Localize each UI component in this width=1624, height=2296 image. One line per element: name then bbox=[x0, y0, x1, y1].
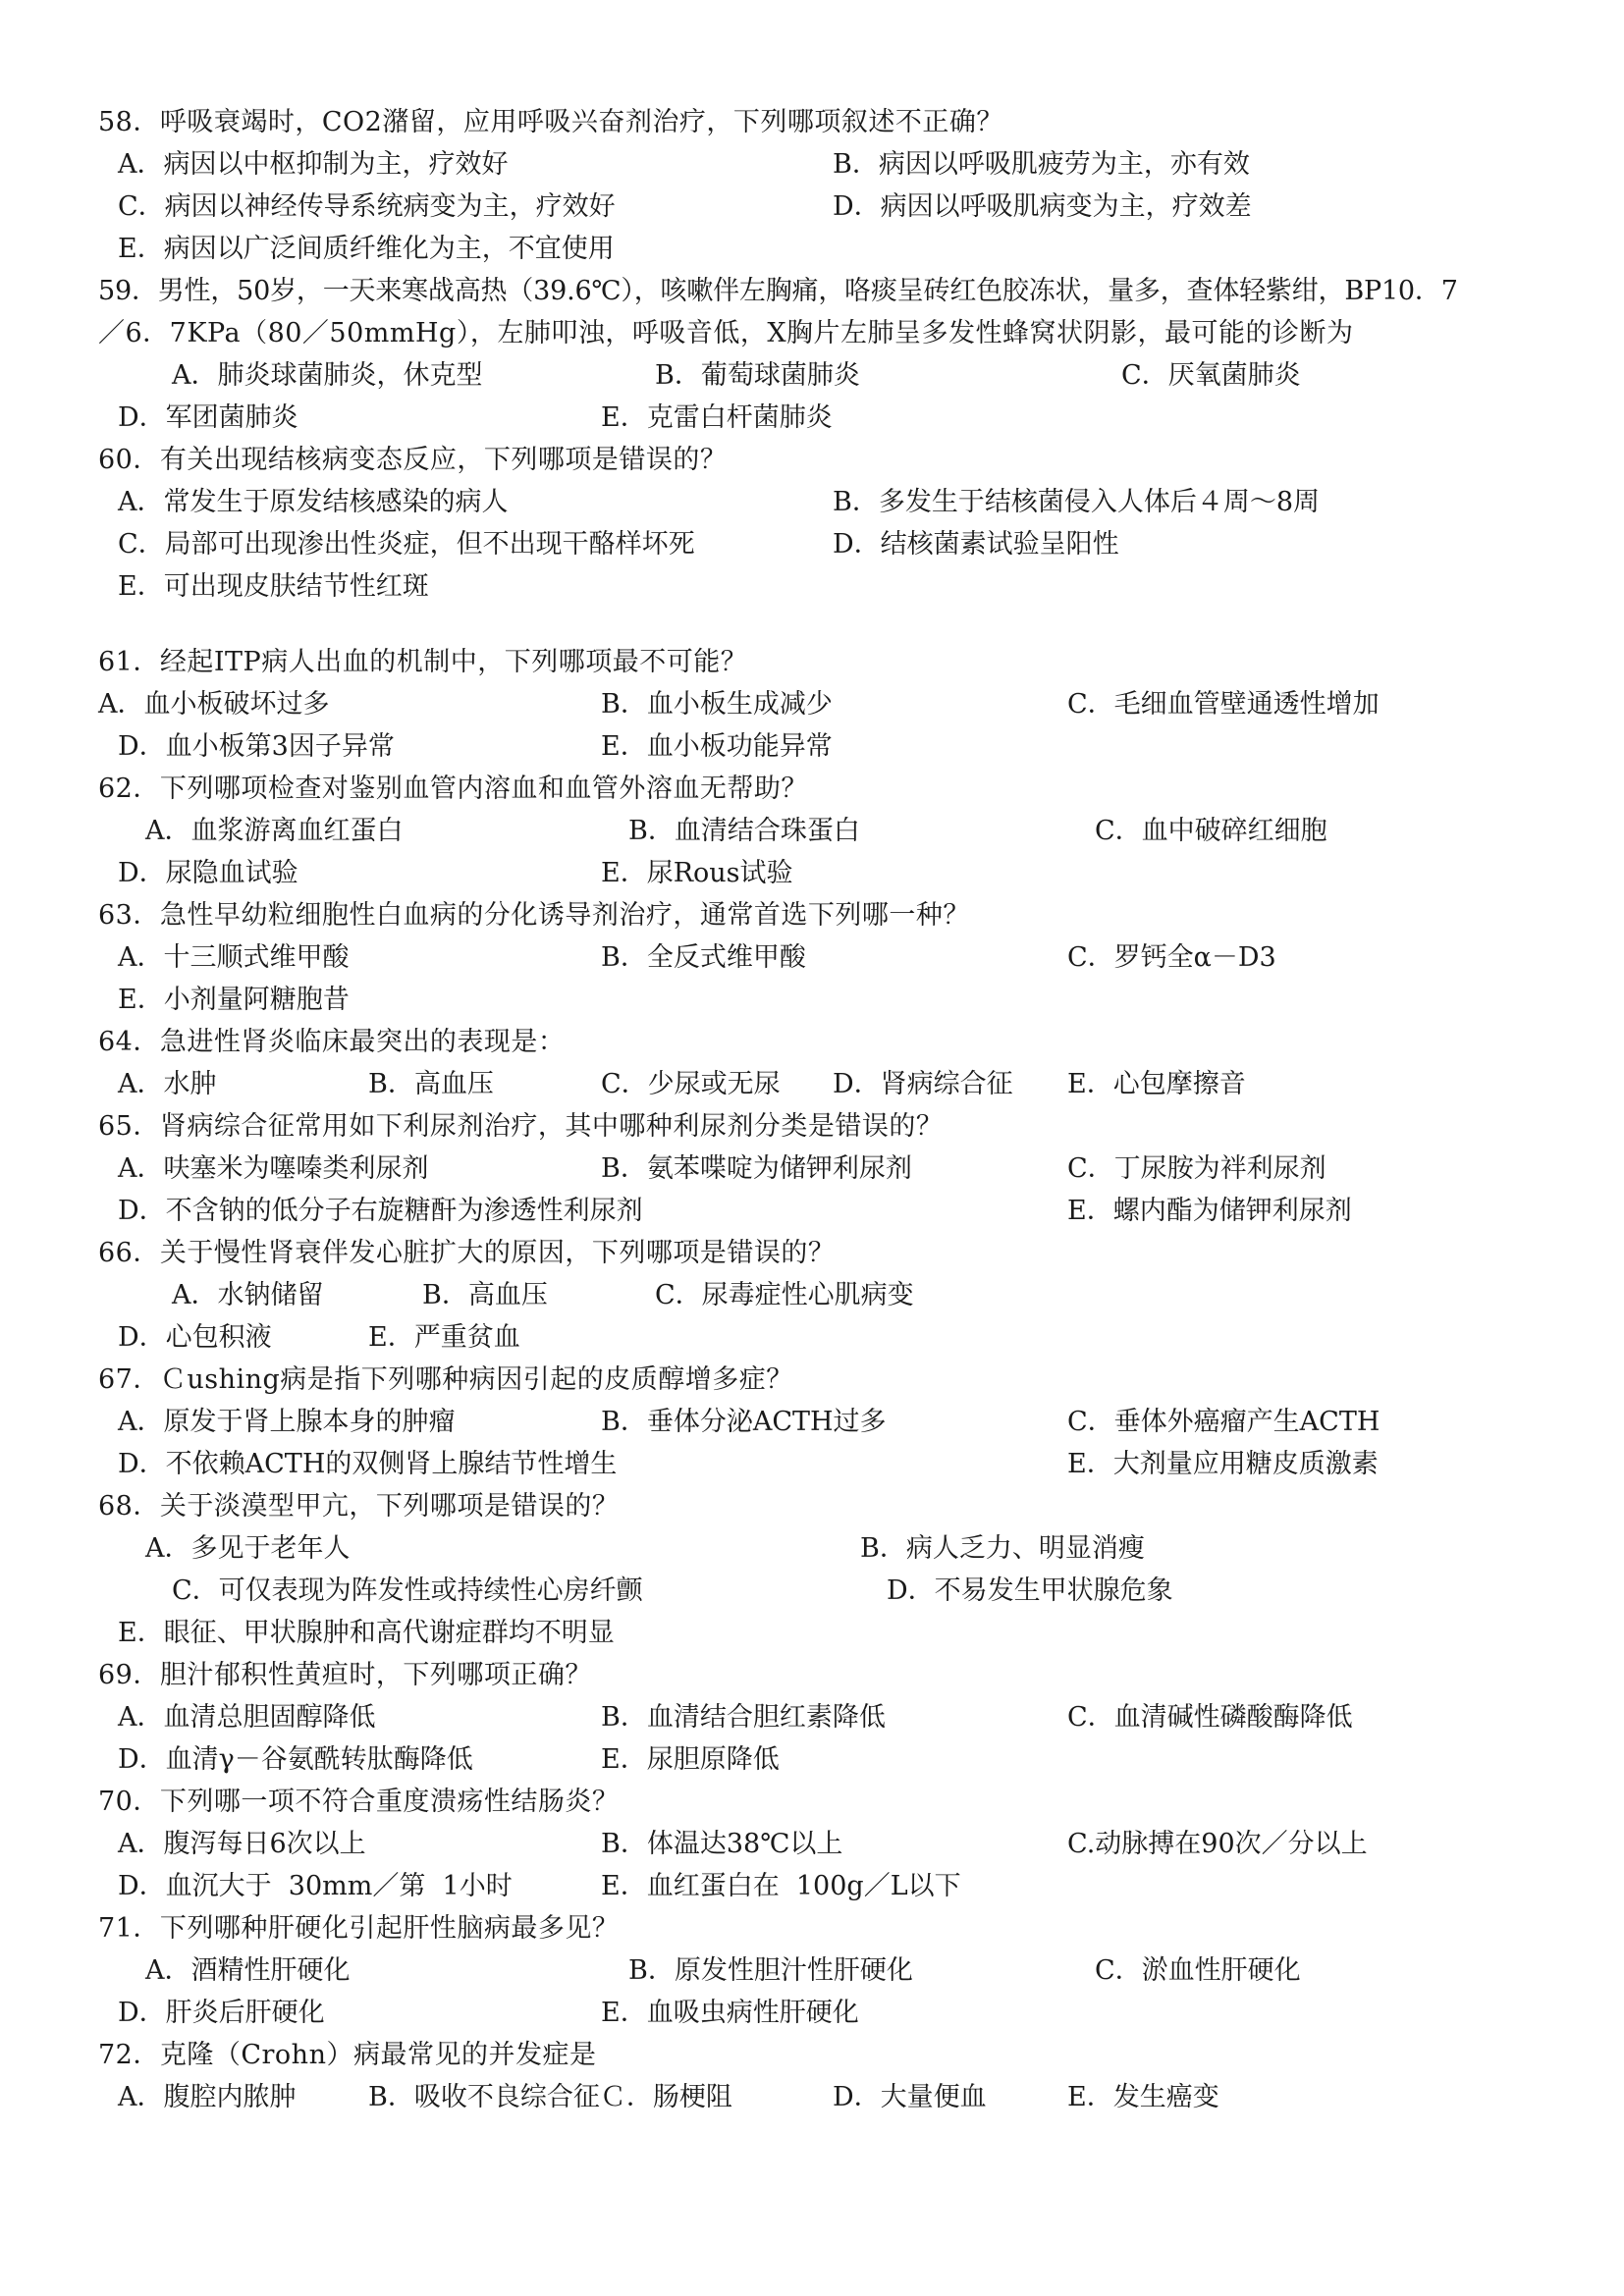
question-62-option-d: D．尿隐血试验 bbox=[118, 858, 298, 888]
question-60-option-b: B．多发生于结核菌侵入人体后４周～8周 bbox=[833, 487, 1321, 517]
question-58-option-d: D．病因以呼吸肌病变为主，疗效差 bbox=[833, 191, 1252, 222]
question-63-stem: 63．急性早幼粒细胞性白血病的分化诱导剂治疗，通常首选下列哪一种？ bbox=[98, 900, 970, 931]
question-62-option-b: B．血清结合珠蛋白 bbox=[628, 816, 860, 846]
question-64-option-d: D．肾病综合征 bbox=[833, 1069, 1013, 1099]
question-70-stem: 70．下列哪一项不符合重度溃疡性结肠炎？ bbox=[98, 1787, 620, 1817]
question-59-option-e: E．克雷白杆菌肺炎 bbox=[601, 402, 833, 433]
question-70-option-c: C.动脉搏在90次／分以上 bbox=[1067, 1829, 1368, 1859]
question-60-option-a: A．常发生于原发结核感染的病人 bbox=[118, 487, 509, 517]
question-67-option-d: D．不依赖ACTH的双侧肾上腺结节性增生 bbox=[118, 1449, 618, 1479]
question-67-stem: 67．Ｃushing病是指下列哪种病因引起的皮质醇增多症？ bbox=[98, 1364, 793, 1395]
question-67-option-c: C．垂体外癌瘤产生ACTH bbox=[1067, 1407, 1380, 1437]
question-63-option-e: E．小剂量阿糖胞昔 bbox=[118, 985, 350, 1015]
question-62-option-e: E．尿Rous试验 bbox=[601, 858, 793, 888]
question-59-option-d: D．军团菌肺炎 bbox=[118, 402, 298, 433]
question-61-option-b: B．血小板生成减少 bbox=[601, 689, 833, 720]
question-64-option-a: A．水肿 bbox=[118, 1069, 217, 1099]
question-59-option-b: B．葡萄球菌肺炎 bbox=[655, 360, 860, 391]
question-62-option-c: C．血中破碎红细胞 bbox=[1095, 816, 1327, 846]
question-67-option-a: A．原发于肾上腺本身的肿瘤 bbox=[118, 1407, 456, 1437]
question-71-option-e: E．血吸虫病性肝硬化 bbox=[601, 1998, 859, 2028]
question-65-option-a: A．呋塞米为噻嗪类利尿剂 bbox=[118, 1153, 429, 1184]
question-69-option-c: C．血清碱性磷酸酶降低 bbox=[1067, 1702, 1353, 1733]
question-70-option-d: D．血沉大于 30mm／第 1小时 bbox=[118, 1871, 513, 1901]
question-66-option-c: C．尿毒症性心肌病变 bbox=[655, 1280, 914, 1310]
question-70-option-b: B．体温达38℃以上 bbox=[601, 1829, 843, 1859]
question-64-option-e: E．心包摩擦音 bbox=[1067, 1069, 1246, 1099]
question-66-option-a: A．水钠储留 bbox=[172, 1280, 324, 1310]
question-68-option-c: C．可仅表现为阵发性或持续性心房纤颤 bbox=[172, 1575, 643, 1606]
question-58-option-c: C．病因以神经传导系统病变为主，疗效好 bbox=[118, 191, 616, 222]
question-72-option-a: A．腹腔内脓肿 bbox=[118, 2082, 297, 2112]
question-68-option-a: A．多见于老年人 bbox=[145, 1533, 351, 1564]
question-63-option-c: C．罗钙全α－D3 bbox=[1067, 942, 1276, 973]
question-58-option-e: E．病因以广泛间质纤维化为主，不宜使用 bbox=[118, 234, 615, 264]
question-64-option-b: B．高血压 bbox=[368, 1069, 494, 1099]
question-68-stem: 68．关于淡漠型甲亢，下列哪项是错误的？ bbox=[98, 1491, 620, 1522]
question-66-option-b: B．高血压 bbox=[422, 1280, 548, 1310]
question-70-option-a: A．腹泻每日6次以上 bbox=[118, 1829, 366, 1859]
question-69-option-a: A．血清总胆固醇降低 bbox=[118, 1702, 376, 1733]
question-58-option-a: A．病因以中枢抑制为主，疗效好 bbox=[118, 149, 509, 180]
question-65-stem: 65．肾病综合征常用如下利尿剂治疗，其中哪种利尿剂分类是错误的？ bbox=[98, 1111, 944, 1142]
question-64-stem: 64．急进性肾炎临床最突出的表现是： bbox=[98, 1027, 566, 1057]
question-58-stem: 58．呼吸衰竭时，CO2潴留，应用呼吸兴奋剂治疗，下列哪项叙述不正确？ bbox=[98, 107, 1003, 137]
question-58-option-b: B．病因以呼吸肌疲劳为主，亦有效 bbox=[833, 149, 1250, 180]
question-63-option-b: B．全反式维甲酸 bbox=[601, 942, 806, 973]
question-59-option-a: A．肺炎球菌肺炎，休克型 bbox=[172, 360, 483, 391]
question-68-option-e: E．眼征、甲状腺肿和高代谢症群均不明显 bbox=[118, 1618, 615, 1648]
question-66-option-d: D．心包积液 bbox=[118, 1322, 272, 1353]
question-71-option-b: B．原发性胆汁性肝硬化 bbox=[628, 1955, 913, 1986]
question-65-option-e: E．螺内酯为储钾利尿剂 bbox=[1067, 1196, 1352, 1226]
question-72-option-b-c: B．吸收不良综合征Ｃ．肠梗阻 bbox=[368, 2082, 732, 2112]
question-65-option-c: C．丁尿胺为袢利尿剂 bbox=[1067, 1153, 1326, 1184]
question-69-stem: 69．胆汁郁积性黄疸时，下列哪项正确？ bbox=[98, 1660, 592, 1690]
question-61-option-c: C．毛细血管壁通透性增加 bbox=[1067, 689, 1380, 720]
question-64-option-c: C．少尿或无尿 bbox=[601, 1069, 781, 1099]
question-67-option-b: B．垂体分泌ACTH过多 bbox=[601, 1407, 887, 1437]
question-69-option-e: E．尿胆原降低 bbox=[601, 1744, 780, 1775]
question-61-option-d: D．血小板第3因子异常 bbox=[118, 731, 395, 762]
question-65-option-d: D．不含钠的低分子右旋糖酐为渗透性利尿剂 bbox=[118, 1196, 643, 1226]
question-59-stem: 59．男性，50岁，一天来寒战高热（39.6℃），咳嗽伴左胸痛，咯痰呈砖红色胶冻状，量多，查体轻紫绀，BP10．7 bbox=[98, 276, 1458, 306]
question-71-stem: 71．下列哪种肝硬化引起肝性脑病最多见？ bbox=[98, 1913, 620, 1944]
question-59-option-c: C．厌氧菌肺炎 bbox=[1121, 360, 1301, 391]
question-60-stem: 60．有关出现结核病变态反应，下列哪项是错误的？ bbox=[98, 445, 728, 475]
question-60-option-d: D．结核菌素试验呈阳性 bbox=[833, 529, 1119, 560]
question-68-option-b: B．病人乏力、明显消瘦 bbox=[860, 1533, 1145, 1564]
question-72-option-d: D．大量便血 bbox=[833, 2082, 987, 2112]
question-66-option-e: E．严重贫血 bbox=[368, 1322, 520, 1353]
question-61-stem: 61．经起ITP病人出血的机制中，下列哪项最不可能？ bbox=[98, 647, 748, 677]
question-63-option-a: A．十三顺式维甲酸 bbox=[118, 942, 350, 973]
question-66-stem: 66．关于慢性肾衰伴发心脏扩大的原因，下列哪项是错误的？ bbox=[98, 1238, 836, 1268]
question-71-option-c: C．淤血性肝硬化 bbox=[1095, 1955, 1301, 1986]
question-72-stem: 72．克隆（Crohn）病最常见的并发症是 bbox=[98, 2040, 597, 2070]
question-68-option-d: D．不易发生甲状腺危象 bbox=[887, 1575, 1173, 1606]
question-71-option-a: A．酒精性肝硬化 bbox=[145, 1955, 351, 1986]
question-60-option-e: E．可出现皮肤结节性红斑 bbox=[118, 571, 429, 602]
question-65-option-b: B．氨苯喋啶为储钾利尿剂 bbox=[601, 1153, 912, 1184]
question-62-stem: 62．下列哪项检查对鉴别血管内溶血和血管外溶血无帮助？ bbox=[98, 774, 808, 804]
question-60-option-c: C．局部可出现渗出性炎症，但不出现干酪样坏死 bbox=[118, 529, 695, 560]
question-62-option-a: A．血浆游离血红蛋白 bbox=[145, 816, 404, 846]
question-70-option-e: E．血红蛋白在 100g／L以下 bbox=[601, 1871, 961, 1901]
question-72-option-e: E．发生癌变 bbox=[1067, 2082, 1219, 2112]
question-67-option-e: E．大剂量应用糖皮质激素 bbox=[1067, 1449, 1379, 1479]
question-61-option-a: A．血小板破坏过多 bbox=[98, 689, 330, 720]
question-59-stem-continued: ／6．7KPa（80／50mmHg），左肺叩浊，呼吸音低，X胸片左肺呈多发性蜂窝状阴影，最可能的诊断为 bbox=[98, 318, 1354, 348]
question-69-option-d: D．血清γ－谷氨酰转肽酶降低 bbox=[118, 1744, 473, 1775]
question-71-option-d: D．肝炎后肝硬化 bbox=[118, 1998, 325, 2028]
question-69-option-b: B．血清结合胆红素降低 bbox=[601, 1702, 886, 1733]
question-61-option-e: E．血小板功能异常 bbox=[601, 731, 833, 762]
